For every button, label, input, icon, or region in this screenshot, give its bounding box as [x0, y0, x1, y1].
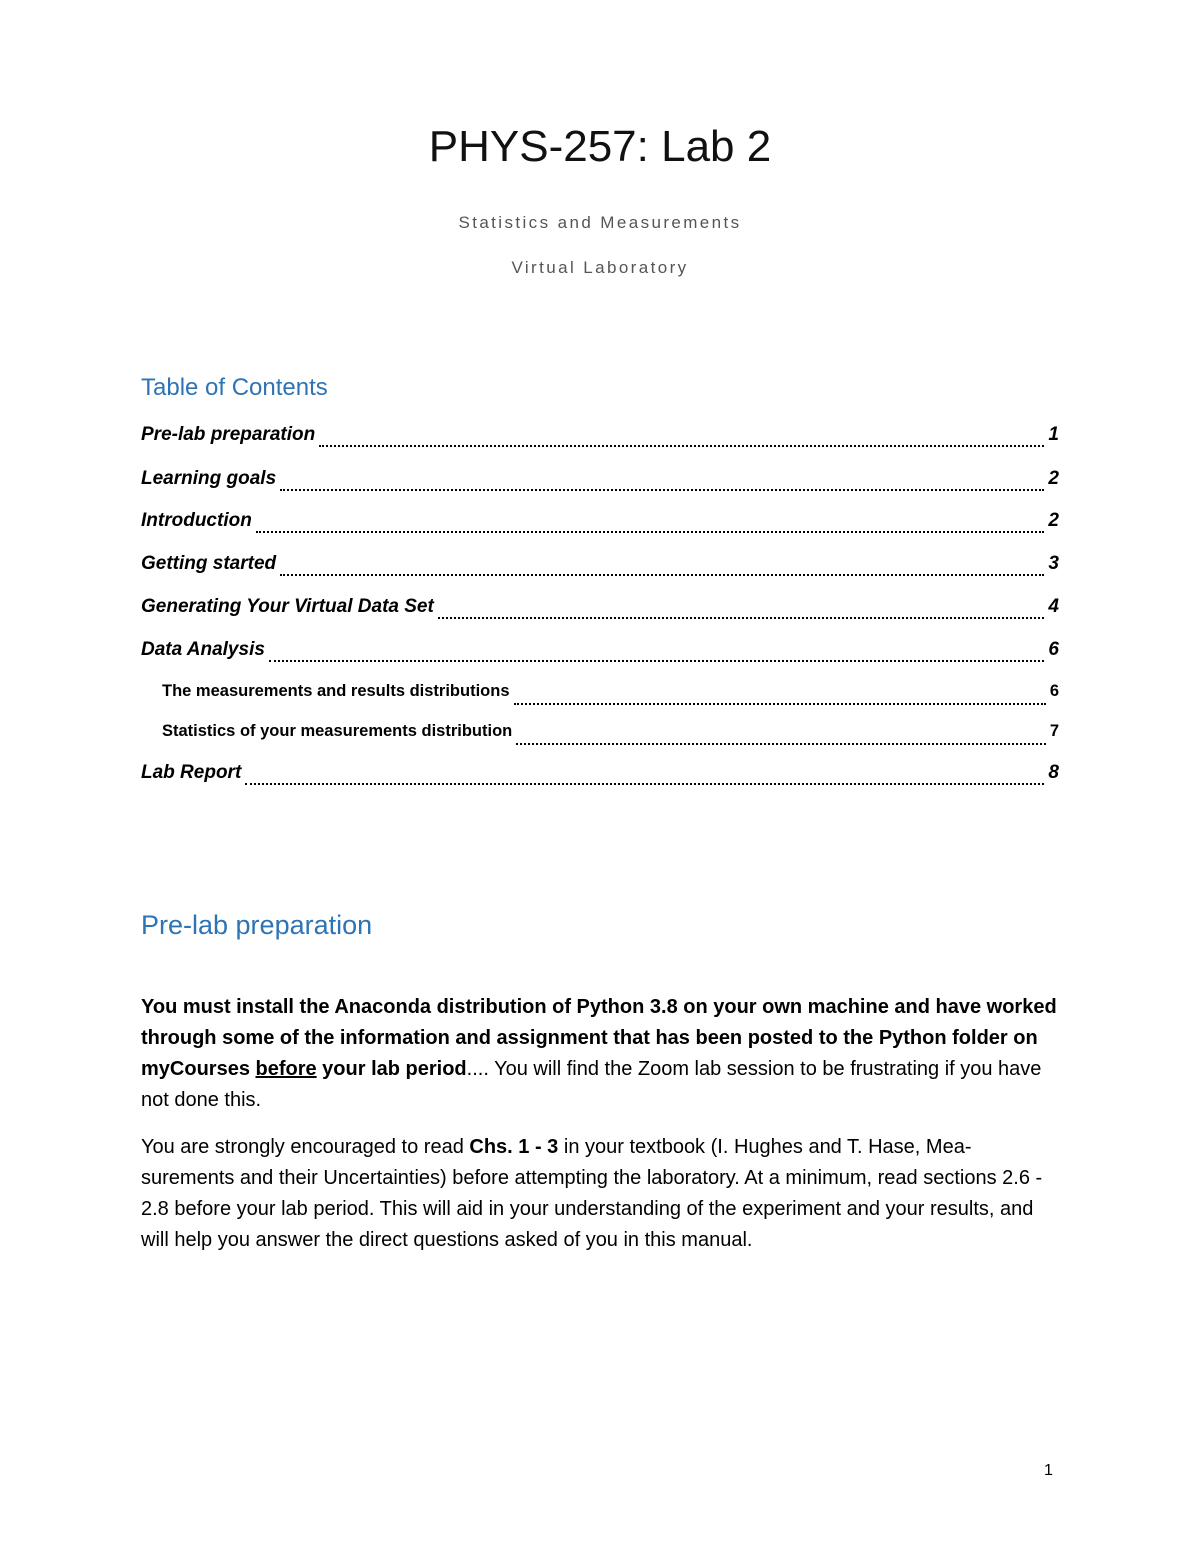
prelab-p2-b: in your textbook (I. Hughes and T. Hase, Mea-surements and their Uncertainties) before attempting the laboratory. At a minimum, read sections 2.6 - 2.8 before your lab period. This will aid in your understanding of the experiment and your results, and will help you answer the direct questions asked of you in this manual. — [141, 1136, 1043, 1251]
toc-entry-label: The measurements and results distributions — [162, 682, 510, 700]
toc-heading: Table of Contents — [141, 374, 328, 401]
toc-leader-dots — [280, 573, 1044, 576]
toc-entry[interactable] — [141, 468, 1059, 498]
toc-entry-label: Introduction — [141, 510, 252, 531]
prelab-paragraph-2 — [141, 1132, 1061, 1256]
toc-entry-page: 2 — [1048, 510, 1059, 531]
toc-entry-page: 6 — [1048, 639, 1059, 660]
subtitle-statistics: Statistics and Measurements — [458, 213, 742, 232]
toc-leader-dots — [516, 742, 1046, 745]
toc-leader-dots — [514, 702, 1046, 705]
toc-entry-page: 3 — [1048, 553, 1059, 574]
page-title: PHYS-257: Lab 2 — [428, 122, 772, 171]
toc-entry-page: 7 — [1049, 722, 1059, 740]
toc-entry-page: 8 — [1048, 762, 1059, 783]
toc-subentry[interactable] — [162, 682, 1059, 712]
toc-entry-page: 4 — [1048, 596, 1059, 617]
toc-entry[interactable] — [141, 424, 1059, 454]
toc-entry-label: Data Analysis — [141, 639, 265, 660]
toc-leader-dots — [245, 782, 1044, 785]
toc-leader-dots — [280, 488, 1044, 491]
toc-entry-label: Generating Your Virtual Data Set — [141, 596, 434, 617]
toc-leader-dots — [438, 616, 1045, 619]
prelab-p1-rest: .... You will find the Zoom lab session to be frustrating if you have not done this. — [141, 1058, 1042, 1111]
toc-leader-dots — [256, 530, 1045, 533]
toc-subentry[interactable] — [162, 722, 1059, 752]
toc-entry-page: 6 — [1049, 682, 1059, 700]
prelab-p1-bold: You must install the Anaconda distribution of Python 3.8 on your own machine and have worked through some of the information and assignment that has been posted to the Python folder on myCourses — [141, 996, 1057, 1080]
toc-entry[interactable] — [141, 639, 1059, 669]
toc-entry[interactable] — [141, 596, 1059, 626]
toc-entry[interactable] — [141, 510, 1059, 540]
prelab-p1-bold2: your lab period — [316, 1058, 467, 1080]
toc-entry-page: 1 — [1048, 424, 1059, 445]
page-number: 1 — [1044, 1462, 1053, 1479]
toc-entry-label: Lab Report — [141, 762, 242, 783]
prelab-p1-underline: before — [255, 1058, 317, 1080]
prelab-p2-bold: Chs. 1 - 3 — [469, 1136, 559, 1158]
toc-entry-page: 2 — [1048, 468, 1059, 489]
toc-entry-label: Getting started — [141, 553, 277, 574]
toc-entry[interactable] — [141, 553, 1059, 583]
prelab-paragraph-1 — [141, 992, 1061, 1116]
toc-leader-dots — [319, 444, 1044, 447]
toc-entry-label: Pre-lab preparation — [141, 424, 316, 445]
toc-entry[interactable] — [141, 762, 1059, 792]
toc-entry-label: Statistics of your measurements distribution — [162, 722, 513, 740]
prelab-heading: Pre-lab preparation — [141, 910, 373, 940]
toc-entry-label: Learning goals — [141, 468, 277, 489]
toc-leader-dots — [269, 659, 1045, 662]
subtitle-virtual-lab: Virtual Laboratory — [511, 258, 689, 277]
prelab-p2-a: You are strongly encouraged to read — [141, 1136, 470, 1158]
